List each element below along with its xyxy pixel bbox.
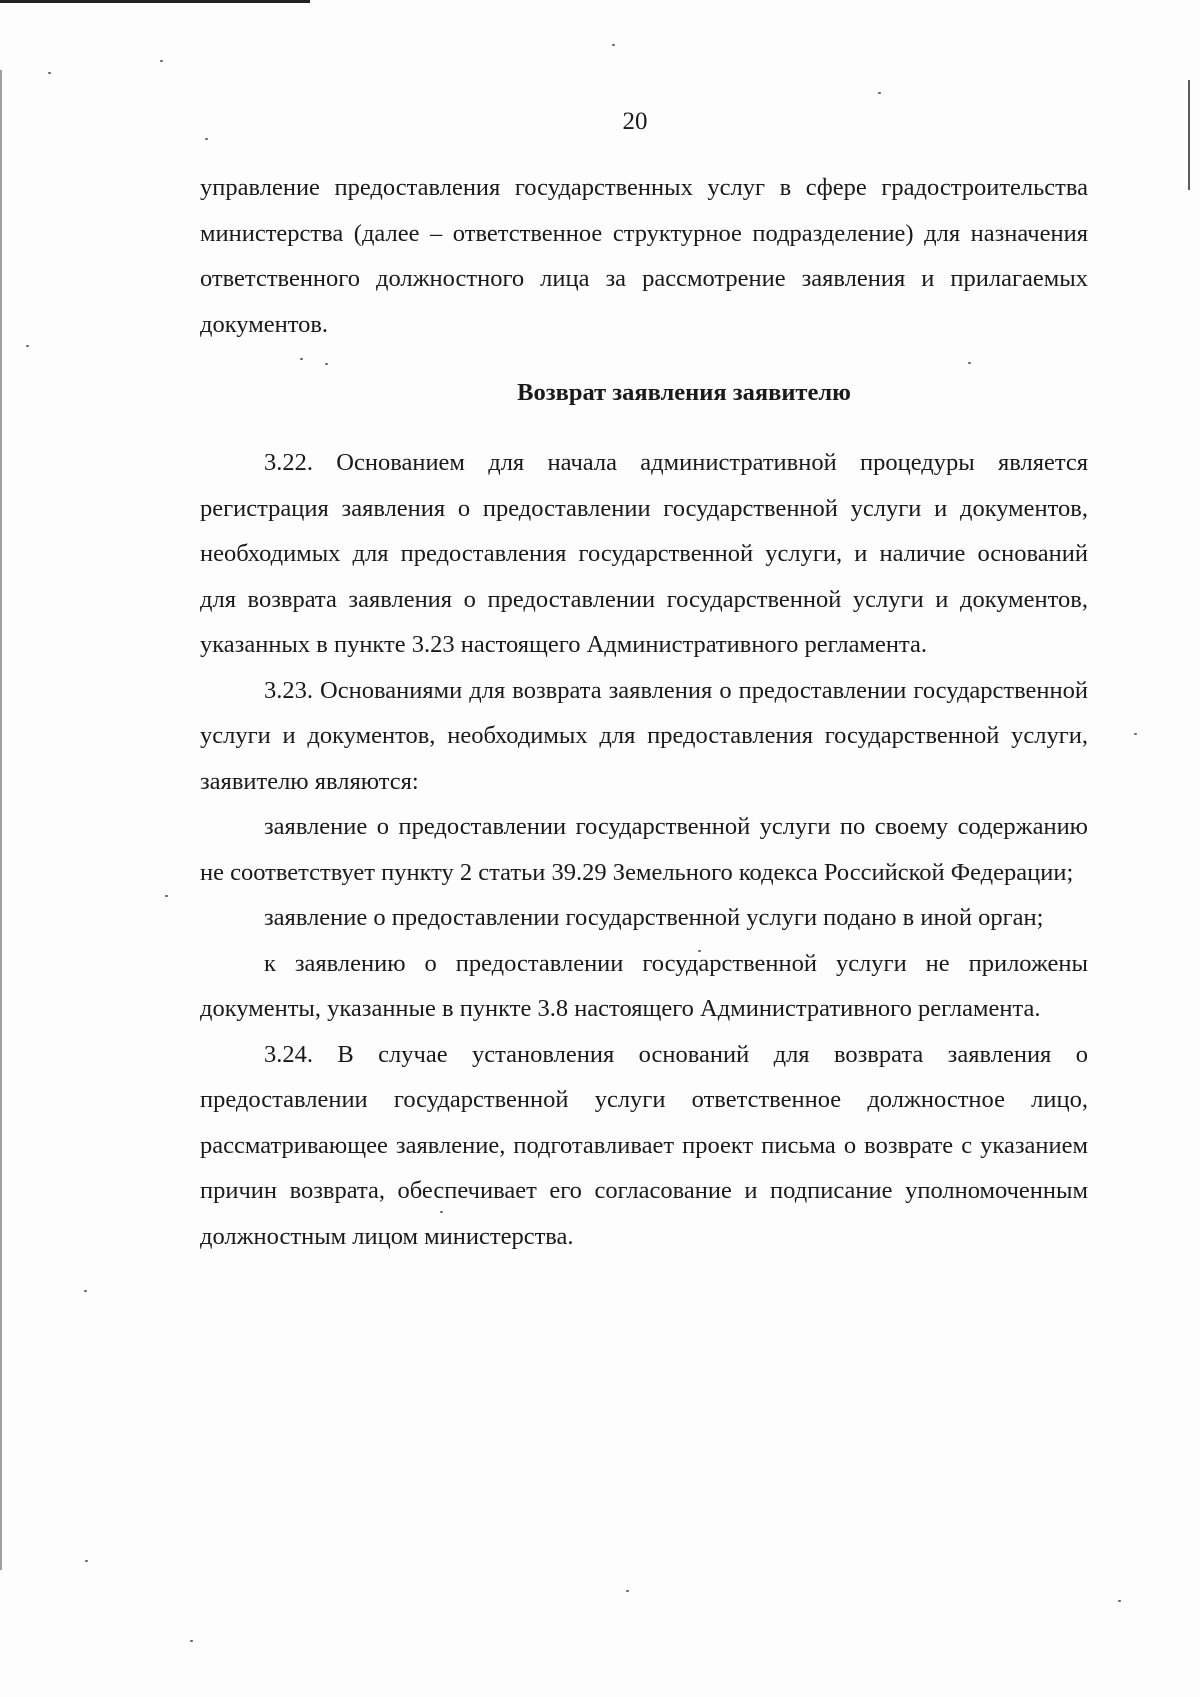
scan-speck bbox=[205, 138, 208, 140]
scan-speck bbox=[48, 72, 51, 74]
paragraph-3-24: 3.24. В случае установления оснований для возврата заявления о предоставлении государственной услуги ответственное должностное лицо, рассматривающее заявление, подготавливает проект письма о возврате с указанием причин возврата, обеспечивает его согласование и подписание уполномоченным должностным лицом министерства. bbox=[200, 1040, 1088, 1250]
scan-speck bbox=[160, 60, 163, 62]
scan-speck bbox=[612, 44, 615, 46]
scan-speck bbox=[1118, 1600, 1121, 1602]
scan-edge-left bbox=[0, 70, 2, 1570]
scan-speck bbox=[165, 895, 168, 897]
scan-speck bbox=[300, 358, 303, 360]
paragraph-3-22: 3.22. Основанием для начала административной процедуры является регистрация заявления о предоставлении государственной услуги и документов, необходимых для предоставления государственной услуги, и наличие оснований для возврата заявления о предоставлении государственной услуги и документов, указанных в пункте 3.23 настоящего Административного регламента. bbox=[200, 449, 1088, 658]
scan-speck bbox=[968, 362, 971, 364]
page-number: 20 bbox=[622, 108, 648, 135]
scan-speck bbox=[1134, 733, 1137, 735]
list-item-wrong-authority: заявление о предоставлении государственной услуги подано в иной орган; bbox=[264, 904, 1044, 931]
intro-paragraph: управление предоставления государственных услуг в сфере градостроительства министерства (далее – ответственное структурное подразделение) для назначения ответственного должностного лица за рассмотрение заявления и прилагаемых документов. bbox=[200, 174, 1088, 338]
scan-speck bbox=[878, 92, 881, 94]
list-item-content-mismatch: заявление о предоставлении государственной услуги по своему содержанию не соответствует пункту 2 статьи 39.29 Земельного кодекса Российской Федерации; bbox=[200, 813, 1088, 886]
scan-edge-top bbox=[0, 0, 310, 3]
list-item-missing-documents: к заявлению о предоставлении государственной услуги не приложены документы, указанные в пункте 3.8 настоящего Административного регламента. bbox=[200, 949, 1088, 1022]
scan-speck bbox=[325, 363, 328, 365]
paragraph-3-23: 3.23. Основаниями для возврата заявления о предоставлении государственной услуги и документов, необходимых для предоставления государственной услуги, заявителю являются: bbox=[200, 676, 1088, 795]
section-body bbox=[200, 440, 1088, 1259]
scan-speck bbox=[26, 345, 29, 347]
scan-speck bbox=[85, 1560, 88, 1562]
section-heading: Возврат заявления заявителю bbox=[517, 379, 851, 406]
scan-speck bbox=[190, 1640, 193, 1642]
scan-speck bbox=[626, 1590, 629, 1592]
intro-text-block bbox=[200, 165, 1088, 347]
scan-speck bbox=[84, 1290, 87, 1292]
